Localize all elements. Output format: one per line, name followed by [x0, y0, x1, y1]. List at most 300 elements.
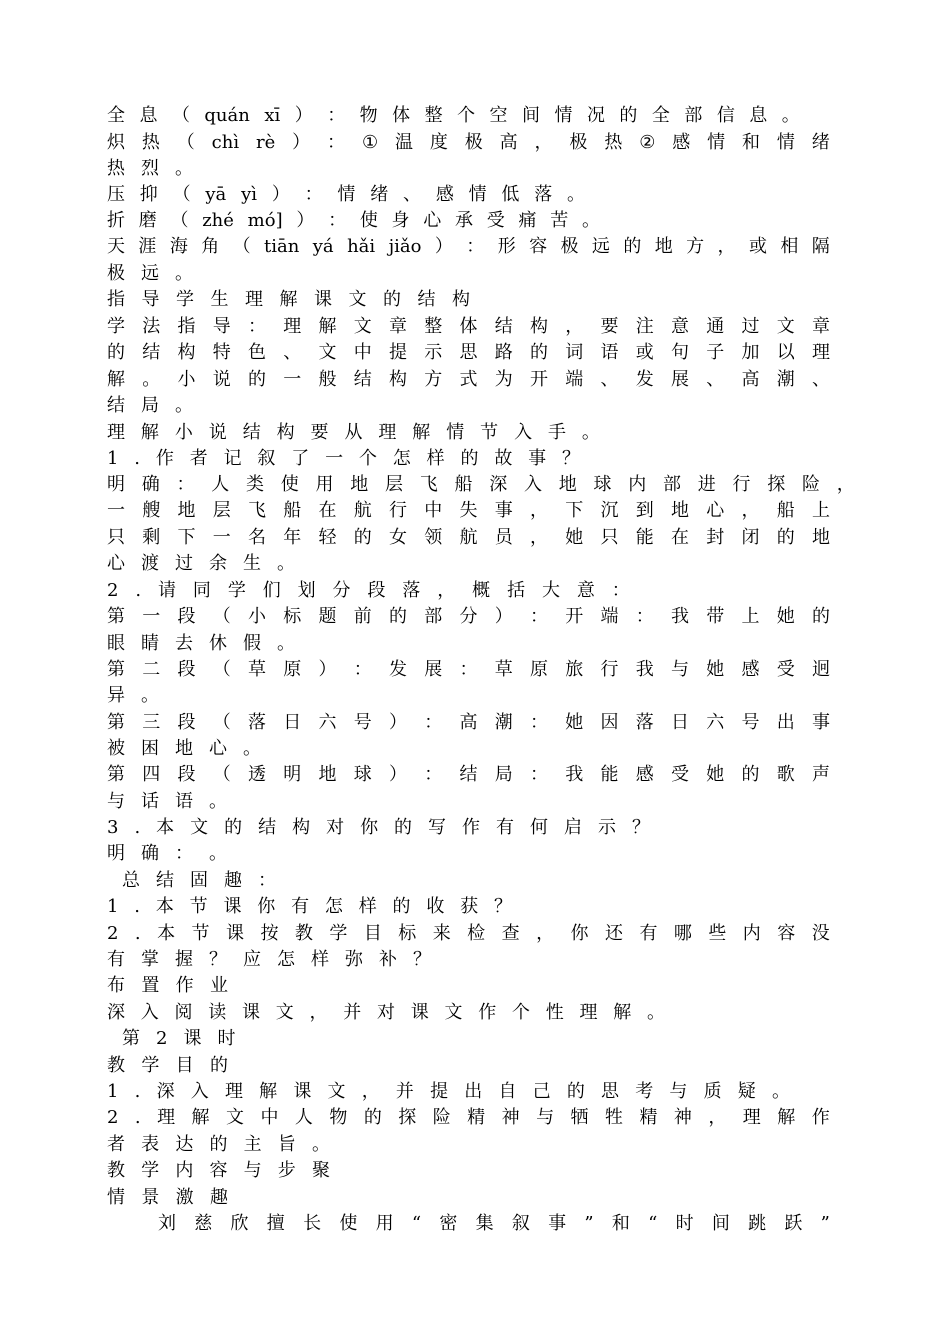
- text-token: 只: [600, 527, 619, 548]
- text-token: ，: [836, 474, 855, 495]
- text-token: 险: [432, 1107, 451, 1128]
- text-token: 一: [142, 606, 161, 627]
- text-token: 要: [310, 422, 329, 443]
- text-token: 精: [639, 1107, 658, 1128]
- text-token: 温: [394, 132, 413, 153]
- text-token: 磨: [138, 210, 157, 231]
- text-token: 和: [742, 132, 761, 153]
- text-token: 激: [175, 1187, 194, 1208]
- text-line: [122, 1026, 852, 1052]
- text-token: 步: [277, 1160, 296, 1181]
- text-token: 歌: [776, 764, 795, 785]
- text-token: 有: [291, 896, 310, 917]
- text-token: 节: [191, 923, 210, 944]
- text-token: ，: [361, 1081, 380, 1102]
- text-line: [107, 498, 830, 524]
- text-token: 轻: [318, 527, 337, 548]
- text-line: [107, 551, 837, 577]
- text-token: 受: [486, 210, 505, 231]
- text-token: 的: [224, 817, 243, 838]
- text-line: [107, 736, 837, 762]
- text-token: （: [170, 210, 189, 231]
- text-token: mó]: [247, 210, 283, 231]
- text-token: 指: [107, 289, 125, 310]
- text-token: 间: [711, 1213, 730, 1234]
- text-token: 慈: [194, 1213, 213, 1234]
- text-token: 上: [812, 500, 830, 521]
- text-token: 怎: [324, 896, 343, 917]
- text-token: 承: [455, 210, 474, 231]
- text-token: 心: [706, 500, 725, 521]
- text-token: 使: [359, 210, 378, 231]
- text-token: ）: [494, 606, 513, 627]
- text-token: ”: [584, 1213, 594, 1234]
- text-token: 落: [248, 712, 266, 733]
- text-token: 探: [767, 474, 786, 495]
- text-token: 检: [467, 923, 486, 944]
- text-token: 些: [708, 923, 727, 944]
- text-token: 受: [671, 764, 689, 785]
- text-line: [107, 1053, 228, 1079]
- text-token: 抑: [139, 184, 158, 205]
- text-token: ）: [389, 712, 407, 733]
- text-token: 解: [140, 422, 159, 443]
- text-token: 天: [107, 236, 125, 257]
- text-token: ：: [466, 236, 485, 257]
- text-token: 构: [530, 316, 548, 337]
- text-token: 密: [439, 1213, 458, 1234]
- text-token: 者: [189, 448, 208, 469]
- text-token: 解: [107, 369, 125, 390]
- text-token: 与: [107, 791, 125, 812]
- text-token: 作: [478, 1002, 497, 1023]
- text-token: 欣: [230, 1213, 249, 1234]
- text-line: [107, 472, 855, 498]
- text-token: 了: [291, 448, 310, 469]
- text-line: [107, 446, 580, 472]
- text-token: 文: [327, 1081, 346, 1102]
- text-token: 神: [673, 1107, 692, 1128]
- text-token: ，: [309, 1002, 328, 1023]
- text-token: 结: [494, 316, 513, 337]
- text-token: 情: [446, 422, 465, 443]
- text-token: 章: [812, 316, 830, 337]
- text-token: 获: [460, 896, 479, 917]
- text-token: 心: [423, 210, 442, 231]
- text-token: 。: [277, 633, 295, 654]
- text-line: [158, 1211, 830, 1237]
- text-token: 解: [191, 1107, 210, 1128]
- text-token: ：: [353, 659, 372, 680]
- text-token: 的: [353, 527, 372, 548]
- text-token: （: [212, 659, 231, 680]
- text-token: 睛: [141, 633, 159, 654]
- text-token: 目: [363, 923, 382, 944]
- text-line: [107, 789, 837, 815]
- text-token: 怎: [277, 949, 295, 970]
- text-token: 局: [141, 395, 159, 416]
- text-token: 与: [669, 1081, 688, 1102]
- text-token: 开: [565, 606, 584, 627]
- text-token: 端: [600, 606, 619, 627]
- text-token: 段: [177, 712, 196, 733]
- text-token: 疑: [737, 1081, 756, 1102]
- text-token: 、: [600, 369, 619, 390]
- text-token: 下: [565, 500, 584, 521]
- text-token: 。: [581, 210, 600, 231]
- text-token: 学: [227, 580, 246, 601]
- text-token: 者: [107, 1134, 125, 1155]
- text-token: 生: [210, 289, 229, 310]
- text-token: ：: [175, 843, 193, 864]
- text-token: 海: [169, 236, 188, 257]
- text-token: 考: [635, 1081, 654, 1102]
- text-token: 集: [475, 1213, 494, 1234]
- text-token: 长: [303, 1213, 322, 1234]
- text-token: 题: [318, 606, 337, 627]
- text-token: 2: [156, 1028, 168, 1049]
- text-token: 的: [389, 606, 407, 627]
- text-token: 主: [243, 1134, 262, 1155]
- text-token: 物: [359, 105, 378, 126]
- text-token: 理: [245, 289, 263, 310]
- text-token: 生: [243, 553, 261, 574]
- text-token: 的: [248, 369, 266, 390]
- text-token: 她: [776, 606, 795, 627]
- text-token: 感: [635, 764, 654, 785]
- text-token: 构: [389, 369, 407, 390]
- text-token: 文: [190, 817, 209, 838]
- text-token: 我: [671, 606, 689, 627]
- text-token: 情: [337, 184, 356, 205]
- text-token: 意: [576, 580, 595, 601]
- text-token: 教: [294, 923, 313, 944]
- text-token: 提: [389, 342, 407, 363]
- text-token: 困: [141, 738, 159, 759]
- text-token: 的: [776, 527, 795, 548]
- text-token: 从: [344, 422, 363, 443]
- text-token: 牲: [604, 1107, 623, 1128]
- text-token: 有: [107, 949, 125, 970]
- text-line: [107, 420, 600, 446]
- text-token: 教: [107, 1160, 125, 1181]
- text-token: 。: [243, 738, 261, 759]
- text-token: 学: [176, 289, 194, 310]
- text-token: 说: [212, 369, 231, 390]
- text-token: 感: [672, 132, 691, 153]
- text-token: 弥: [345, 949, 363, 970]
- text-token: ：: [530, 712, 548, 733]
- text-token: 因: [600, 712, 619, 733]
- text-token: 感: [435, 184, 454, 205]
- text-line: [107, 1132, 330, 1158]
- text-line: [107, 287, 470, 313]
- text-token: 段: [177, 659, 196, 680]
- text-token: ？: [493, 896, 512, 917]
- text-token: ②: [639, 132, 656, 153]
- text-line: [107, 1000, 665, 1026]
- text-token: 自: [498, 1081, 517, 1102]
- text-token: 事: [528, 448, 547, 469]
- text-token: 只: [107, 527, 125, 548]
- text-line: [107, 182, 585, 208]
- text-token: 故: [494, 448, 513, 469]
- text-token: 般: [318, 369, 337, 390]
- text-token: 文: [318, 342, 337, 363]
- text-token: 能: [600, 764, 619, 785]
- text-token: 和: [611, 1213, 630, 1234]
- text-token: 下: [177, 527, 196, 548]
- text-line: [107, 683, 837, 709]
- text-token: 间: [522, 105, 540, 126]
- text-token: 思: [601, 1081, 619, 1102]
- text-token: .: [134, 1107, 141, 1128]
- text-token: .: [134, 923, 141, 944]
- text-token: 总: [122, 870, 140, 891]
- text-token: 文: [776, 316, 795, 337]
- text-token: chì: [211, 132, 240, 153]
- text-token: 对: [326, 817, 345, 838]
- text-token: 用: [315, 474, 334, 495]
- text-token: 叙: [511, 1213, 530, 1234]
- text-token: “: [411, 1213, 422, 1234]
- text-token: 出: [464, 1081, 483, 1102]
- text-token: 句: [671, 342, 689, 363]
- text-token: 与: [671, 659, 689, 680]
- text-token: 对: [377, 1002, 395, 1023]
- text-token: 叙: [257, 448, 276, 469]
- text-token: 作: [811, 1107, 830, 1128]
- text-line: [107, 921, 830, 947]
- text-token: 确: [141, 843, 159, 864]
- text-token: 六: [318, 712, 337, 733]
- text-token: 能: [635, 527, 654, 548]
- text-token: 第: [107, 712, 125, 733]
- text-token: 目: [175, 1055, 194, 1076]
- text-token: 结: [353, 369, 372, 390]
- text-token: 。: [175, 158, 193, 179]
- text-line: [107, 657, 830, 683]
- text-token: 落: [635, 712, 654, 733]
- text-token: 情: [707, 132, 726, 153]
- text-token: yā: [205, 184, 227, 205]
- text-token: 时: [675, 1213, 694, 1234]
- text-token: ：: [248, 316, 266, 337]
- text-token: 收: [426, 896, 445, 917]
- text-token: 全: [107, 105, 125, 126]
- text-token: 带: [706, 606, 725, 627]
- text-token: 结: [417, 289, 436, 310]
- text-token: 部: [684, 105, 703, 126]
- text-token: 草: [494, 659, 513, 680]
- text-token: 号: [741, 712, 760, 733]
- text-token: 一: [107, 500, 125, 521]
- text-token: 跳: [748, 1213, 767, 1234]
- text-token: 构: [177, 342, 196, 363]
- text-line: [122, 868, 852, 894]
- text-token: 以: [776, 342, 795, 363]
- text-token: 潮: [776, 369, 795, 390]
- text-token: 发: [635, 369, 654, 390]
- text-token: 体: [392, 105, 411, 126]
- text-token: 小: [174, 422, 193, 443]
- text-token: 查: [501, 923, 520, 944]
- text-token: 一: [283, 369, 302, 390]
- text-token: 作: [175, 975, 194, 996]
- text-token: ）: [271, 184, 290, 205]
- text-token: 标: [398, 923, 417, 944]
- text-line: [107, 894, 512, 920]
- text-token: 学: [107, 316, 125, 337]
- text-token: 或: [748, 236, 767, 257]
- text-line: [107, 367, 830, 393]
- text-token: 有: [639, 923, 658, 944]
- text-token: 航: [353, 500, 372, 521]
- text-token: 全: [651, 105, 670, 126]
- text-token: 地: [350, 474, 369, 495]
- text-token: 入: [190, 1081, 209, 1102]
- text-token: 记: [223, 448, 242, 469]
- text-token: 高: [459, 712, 478, 733]
- text-token: 、: [706, 369, 725, 390]
- text-token: 极: [560, 236, 579, 257]
- text-token: （: [212, 712, 231, 733]
- text-token: 说: [208, 422, 227, 443]
- text-token: 高: [499, 132, 518, 153]
- text-token: 绪: [811, 132, 830, 153]
- text-token: 前: [353, 606, 372, 627]
- text-token: 结: [107, 395, 125, 416]
- text-token: （: [212, 606, 231, 627]
- text-token: 烈: [141, 158, 159, 179]
- text-token: 地: [177, 500, 196, 521]
- text-token: 样: [311, 949, 329, 970]
- text-token: （: [172, 184, 191, 205]
- text-token: 空: [489, 105, 508, 126]
- text-token: 险: [802, 474, 820, 495]
- text-token: 事: [494, 500, 513, 521]
- text-token: 闭: [741, 527, 760, 548]
- text-token: 。: [209, 791, 227, 812]
- text-token: 与: [536, 1107, 555, 1128]
- text-token: 深: [489, 474, 508, 495]
- text-token: 本: [155, 896, 174, 917]
- text-token: 时: [217, 1028, 236, 1049]
- text-token: ，: [741, 500, 760, 521]
- text-token: 行: [732, 474, 751, 495]
- text-token: 并: [395, 1081, 414, 1102]
- text-token: 结: [258, 817, 277, 838]
- text-token: 写: [428, 817, 447, 838]
- text-token: 探: [398, 1107, 417, 1128]
- text-token: 通: [706, 316, 725, 337]
- text-token: 色: [248, 342, 266, 363]
- text-token: 我: [565, 764, 584, 785]
- text-token: 课: [293, 1081, 312, 1102]
- text-token: 球: [353, 764, 372, 785]
- text-token: 地: [558, 474, 577, 495]
- text-token: 方: [424, 369, 443, 390]
- text-token: 展: [424, 659, 443, 680]
- text-token: 文: [444, 1002, 463, 1023]
- text-token: 透: [248, 764, 266, 785]
- text-token: 课: [226, 923, 244, 944]
- text-token: ）: [389, 764, 407, 785]
- text-token: ？: [631, 817, 650, 838]
- text-token: 地: [318, 764, 337, 785]
- text-token: 样: [358, 896, 377, 917]
- text-token: 趣: [224, 870, 242, 891]
- text-token: 被: [107, 738, 125, 759]
- text-line: [107, 710, 830, 736]
- text-token: 的: [619, 105, 638, 126]
- text-token: 深: [107, 1002, 125, 1023]
- text-token: 入: [514, 422, 533, 443]
- text-token: 船: [283, 500, 302, 521]
- text-token: 语: [600, 342, 619, 363]
- text-token: 课: [183, 1028, 202, 1049]
- text-token: 。: [277, 553, 295, 574]
- text-token: 她: [565, 527, 584, 548]
- text-token: 确: [141, 474, 160, 495]
- text-line: [107, 525, 830, 551]
- text-token: 明: [107, 474, 125, 495]
- text-token: 课: [242, 1002, 260, 1023]
- text-token: 明: [283, 764, 302, 785]
- text-token: 热: [141, 132, 160, 153]
- text-token: .: [134, 817, 141, 838]
- text-token: 况: [586, 105, 605, 126]
- text-token: 并: [343, 1002, 362, 1023]
- text-token: 隔: [811, 236, 830, 257]
- text-token: 展: [671, 369, 689, 390]
- text-line: [107, 973, 228, 999]
- text-token: 。: [175, 395, 193, 416]
- text-token: 地: [654, 236, 673, 257]
- text-token: 示: [597, 817, 616, 838]
- text-token: 的: [812, 606, 830, 627]
- text-token: 解: [412, 422, 431, 443]
- text-token: 名: [248, 527, 266, 548]
- text-token: ）: [434, 236, 453, 257]
- text-token: 个: [358, 448, 377, 469]
- text-token: 同: [192, 580, 211, 601]
- text-token: 握: [175, 949, 193, 970]
- text-token: 。: [647, 1002, 665, 1023]
- text-token: quán: [204, 105, 250, 126]
- text-token: 明: [107, 843, 125, 864]
- text-token: “: [648, 1213, 658, 1234]
- text-token: 我: [635, 659, 654, 680]
- text-token: 的: [623, 236, 642, 257]
- text-token: 理: [283, 316, 302, 337]
- text-token: 作: [155, 448, 174, 469]
- text-token: 怎: [392, 448, 411, 469]
- text-token: jiǎo: [388, 236, 422, 257]
- text-token: ，: [530, 500, 548, 521]
- text-token: 教: [107, 1055, 125, 1076]
- text-token: 还: [604, 923, 623, 944]
- text-token: ）: [294, 105, 313, 126]
- text-token: 第: [122, 1028, 140, 1049]
- text-token: 感: [741, 659, 760, 680]
- text-token: 事: [812, 712, 830, 733]
- text-token: 飞: [419, 474, 438, 495]
- text-token: 内: [628, 474, 647, 495]
- text-token: 导: [141, 289, 160, 310]
- text-token: 没: [811, 923, 830, 944]
- text-token: ？: [209, 949, 227, 970]
